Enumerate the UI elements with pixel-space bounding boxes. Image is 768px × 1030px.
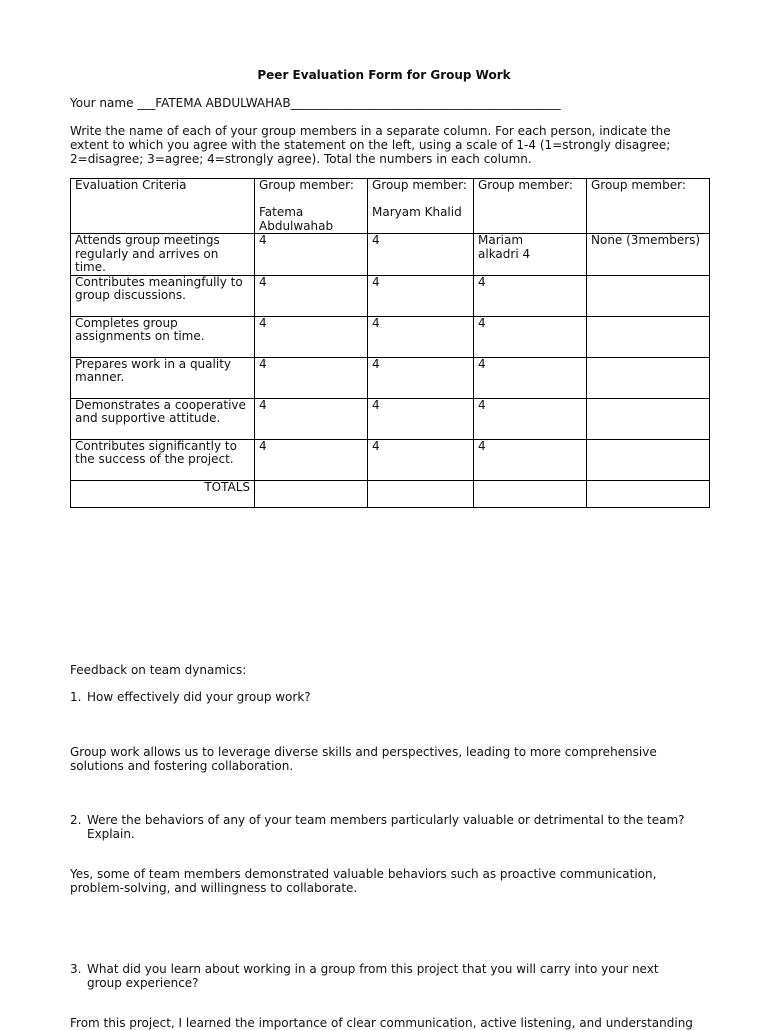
score-cell [587, 357, 710, 398]
table-row [71, 357, 710, 398]
answer-1: Group work allows us to leverage diverse skills and perspectives, leading to more comprehensive solutions and fostering collaboration. [70, 745, 657, 773]
criterion-cell: Attends group meetings regularly and arrives on time. [71, 234, 255, 276]
score-cell: 4 [368, 357, 474, 398]
criterion-cell: Contributes significantly to the success of the project. [71, 439, 255, 480]
answer-2: Yes, some of team members demonstrated valuable behaviors such as proactive communication, problem-solving, and willingness to collaborate. [70, 867, 657, 895]
score-cell: None (3members) [587, 234, 710, 276]
member-name: Maryam Khalid [372, 205, 462, 219]
score-cell: Mariam alkadri 4 [474, 234, 587, 276]
totals-row [71, 480, 710, 507]
score-cell: 4 [368, 398, 474, 439]
question-1 [70, 690, 690, 704]
member-name: Fatema Abdulwahab [259, 205, 334, 233]
question-number: 3. [70, 962, 82, 976]
member-header-1: Group member: Fatema Abdulwahab [255, 179, 368, 234]
instructions: Write the name of each of your group members in a separate column. For each person, indicate the extent to which you agree with the statement on the left, using a scale of 1-4 (1=strongly disagree; 2=disagree; 3=agree; 4=strongly agree). Total the numbers in each column. [70, 124, 671, 166]
question-number: 2. [70, 813, 82, 827]
question-2 [70, 813, 690, 841]
score-cell: 4 [368, 316, 474, 357]
score-cell [587, 398, 710, 439]
table-row [71, 316, 710, 357]
score-cell: 4 [474, 439, 587, 480]
score-cell: 4 [255, 275, 368, 316]
score-cell: 4 [474, 275, 587, 316]
score-cell: 4 [474, 398, 587, 439]
total-cell [255, 480, 368, 507]
score-cell: 4 [368, 234, 474, 276]
score-cell [587, 439, 710, 480]
table-row [71, 275, 710, 316]
form-title: Peer Evaluation Form for Group Work [257, 68, 511, 82]
score-cell: 4 [368, 439, 474, 480]
question-text: What did you learn about working in a group from this project that you will carry into your next group experience? [87, 962, 659, 990]
member-header-2: Group member: Maryam Khalid [368, 179, 474, 234]
table-row [71, 234, 710, 276]
name-line: Your name ___FATEMA ABDULWAHAB_____________________________________________ [70, 96, 561, 110]
member-header-4: Group member: [587, 179, 710, 234]
score-cell: 4 [255, 357, 368, 398]
criterion-cell: Completes group assignments on time. [71, 316, 255, 357]
score-cell: 4 [255, 234, 368, 276]
question-text: How effectively did your group work? [87, 690, 311, 704]
table-row [71, 439, 710, 480]
score-cell: 4 [368, 275, 474, 316]
member-header-3: Group member: [474, 179, 587, 234]
evaluation-table [70, 178, 710, 508]
question-number: 1. [70, 690, 82, 704]
score-cell: 4 [255, 439, 368, 480]
table-row [71, 398, 710, 439]
score-cell: 4 [474, 357, 587, 398]
totals-label: TOTALS [71, 480, 255, 507]
score-cell: 4 [474, 316, 587, 357]
feedback-heading: Feedback on team dynamics: [70, 663, 247, 677]
criterion-cell: Prepares work in a quality manner. [71, 357, 255, 398]
table-header-row [71, 179, 710, 234]
score-cell: 4 [255, 316, 368, 357]
score-cell: 4 [255, 398, 368, 439]
question-text: Were the behaviors of any of your team members particularly valuable or detrimental to the team? Explain. [87, 813, 685, 841]
total-cell [587, 480, 710, 507]
criteria-header: Evaluation Criteria [71, 179, 255, 234]
total-cell [474, 480, 587, 507]
score-cell [587, 275, 710, 316]
criterion-cell: Demonstrates a cooperative and supportive attitude. [71, 398, 255, 439]
question-3 [70, 962, 690, 990]
answer-3: From this project, I learned the importance of clear communication, active listening, and understanding [70, 1016, 693, 1030]
total-cell [368, 480, 474, 507]
criterion-cell: Contributes meaningfully to group discussions. [71, 275, 255, 316]
score-cell [587, 316, 710, 357]
